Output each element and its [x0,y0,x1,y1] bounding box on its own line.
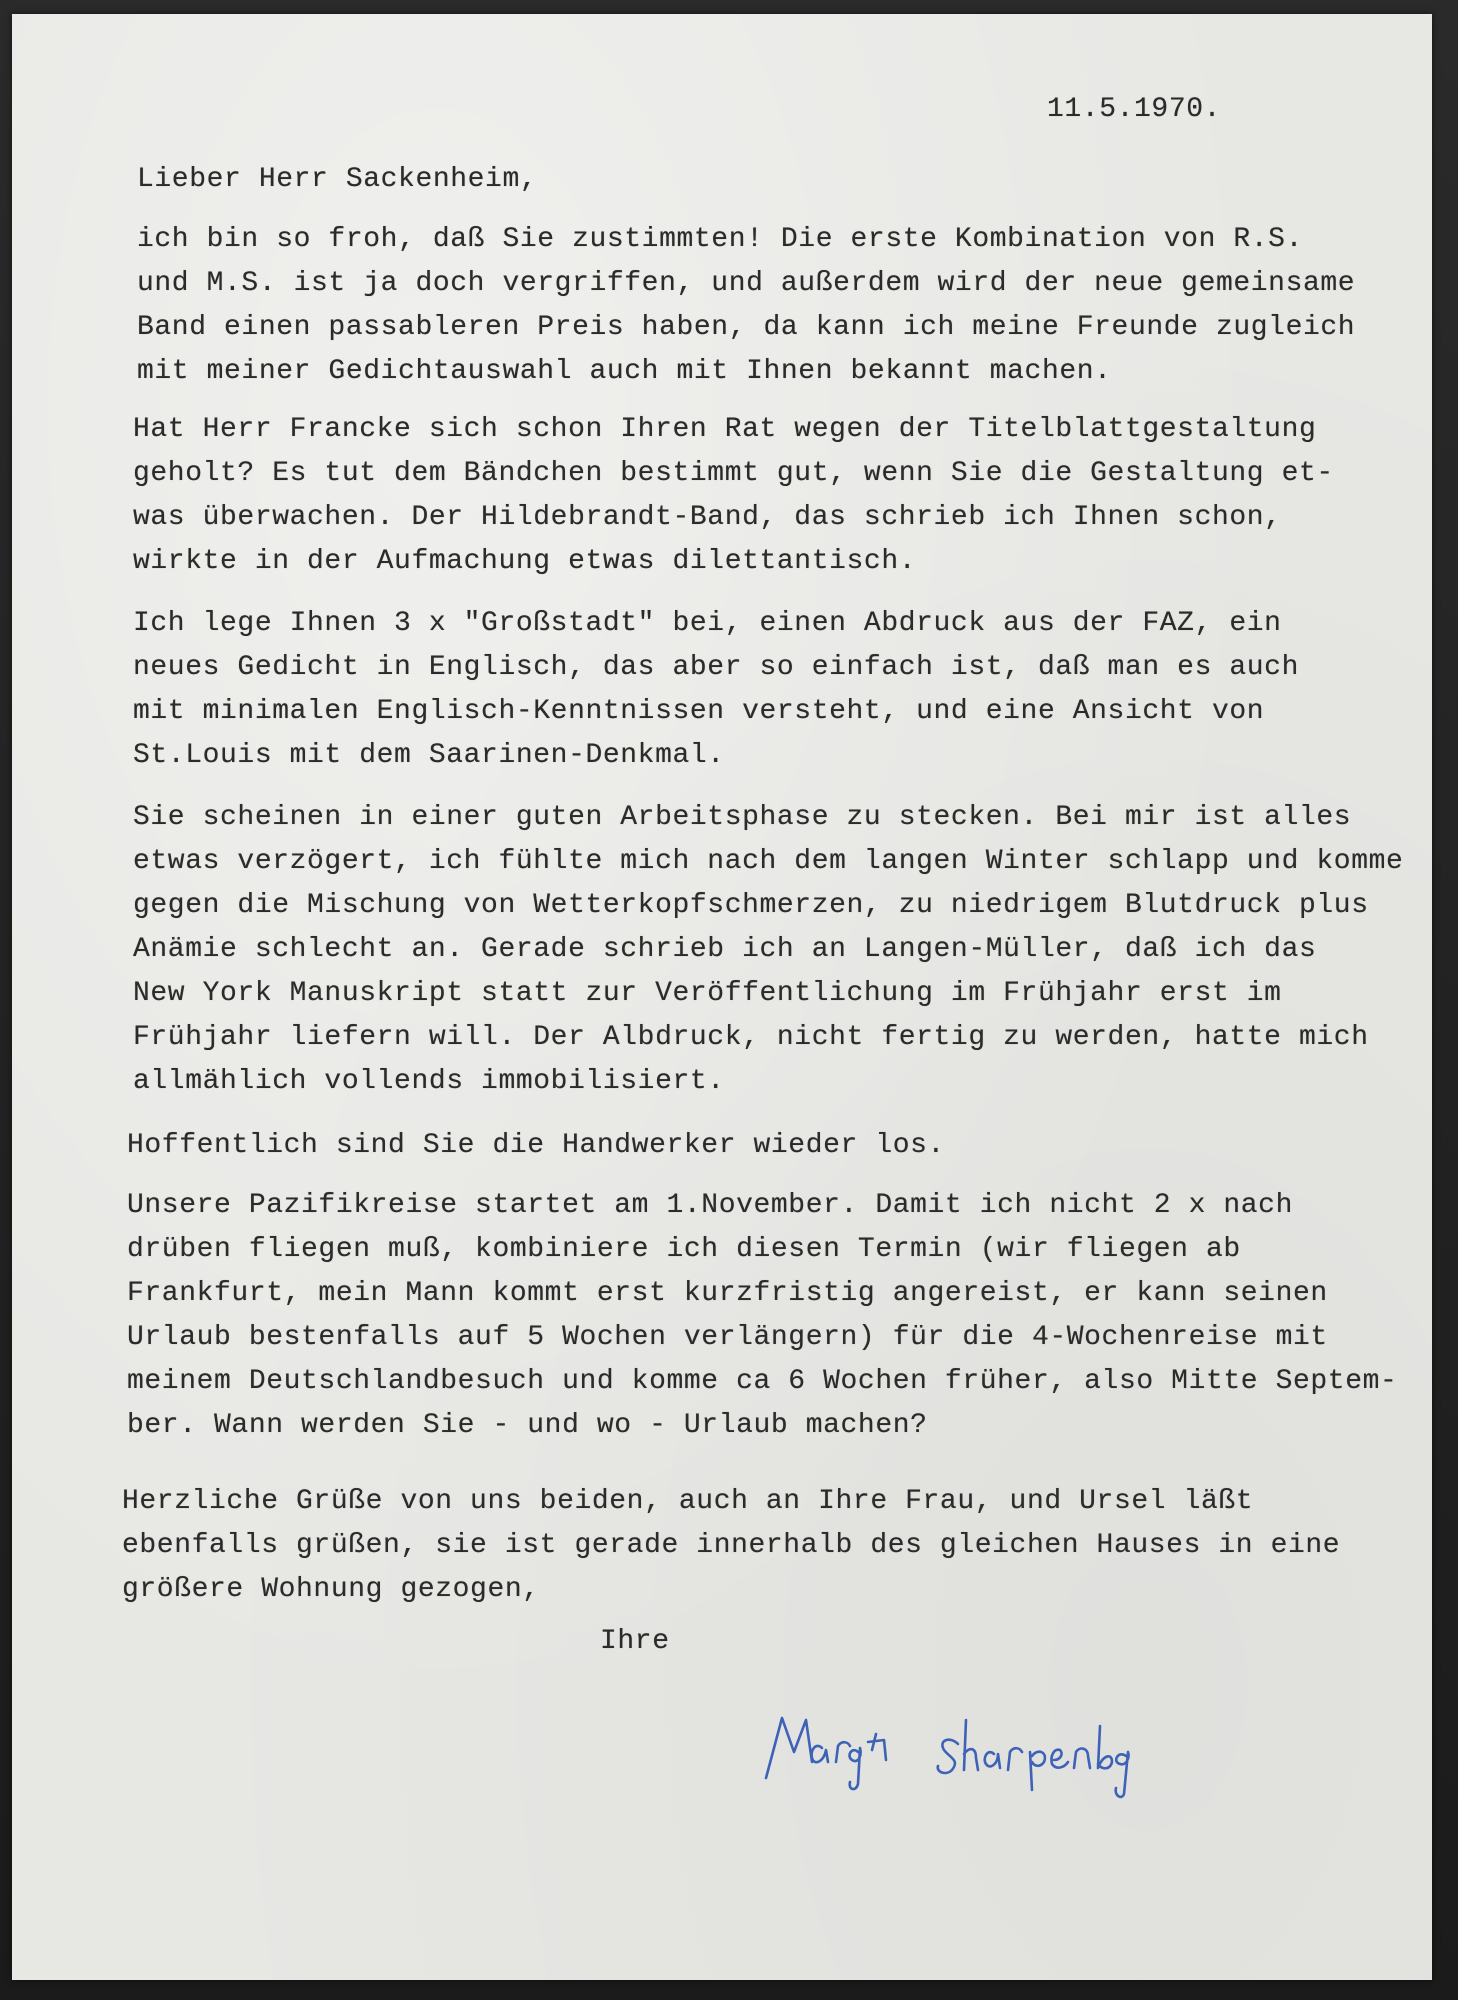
letter-closing: Ihre [600,1626,670,1657]
letter-paragraph-2: Hat Herr Francke sich schon Ihren Rat wegen der Titelblattgestaltung geholt? Es tut dem Bändchen bestimmt gut, wenn Sie die Gestaltung et- was überwachen. Der Hildebrandt-Band, das schrieb ich Ihnen schon, wirkte in der Aufmachung etwas dilettantisch. [133,414,1334,577]
letter-paragraph-6: Unsere Pazifikreise startet am 1.November. Damit ich nicht 2 x nach drüben fliegen muß, kombiniere ich diesen Termin (wir fliegen ab Frankfurt, mein Mann kommt erst kurzfristig angereist, er kann seinen Urlaub bestenfalls auf 5 Wochen verlängern) für die 4-Wochenreise mit meinem Deutschlandbesuch und komme ca 6 Wochen früher, also Mitte Septem- ber. Wann werden Sie - und wo - Urlaub machen? [127,1190,1398,1441]
letter-date: 11.5.1970. [1047,94,1222,125]
letter-paragraph-1: ich bin so froh, daß Sie zustimmten! Die erste Kombination von R.S. und M.S. ist ja doch vergriffen, und außerdem wird der neue gemeinsame Band einen passableren Preis haben, da kann ich meine Freunde zugleich mit meiner Gedichtauswahl auch mit Ihnen bekannt machen. [137,224,1356,387]
handwritten-signature [760,1690,1160,1800]
letter-salutation: Lieber Herr Sackenheim, [137,164,538,195]
letter-paragraph-5: Hoffentlich sind Sie die Handwerker wieder los. [127,1130,945,1161]
letter-paragraph-4: Sie scheinen in einer guten Arbeitsphase zu stecken. Bei mir ist alles etwas verzögert, ich fühlte mich nach dem langen Winter schlapp und komme gegen die Mischung von Wetterkopfschmerzen, zu niedrigem Blutdruck plus Anämie schlecht an. Gerade schrieb ich an Langen-Müller, daß ich das New York Manuskript statt zur Veröffentlichung im Frühjahr erst im Frühjahr liefern will. Der Albdruck, nicht fertig zu werden, hatte mich allmählich vollends immobilisiert. [133,802,1404,1097]
letter-paragraph-3: Ich lege Ihnen 3 x "Großstadt" bei, einen Abdruck aus der FAZ, ein neues Gedicht in Englisch, das aber so einfach ist, daß man es auch mit minimalen Englisch-Kenntnissen versteht, und eine Ansicht von St.Louis mit dem Saarinen-Denkmal. [133,608,1299,771]
letter-paragraph-7: Herzliche Grüße von uns beiden, auch an Ihre Frau, und Ursel läßt ebenfalls grüßen, sie ist gerade innerhalb des gleichen Hauses in eine größere Wohnung gezogen, [122,1486,1341,1605]
